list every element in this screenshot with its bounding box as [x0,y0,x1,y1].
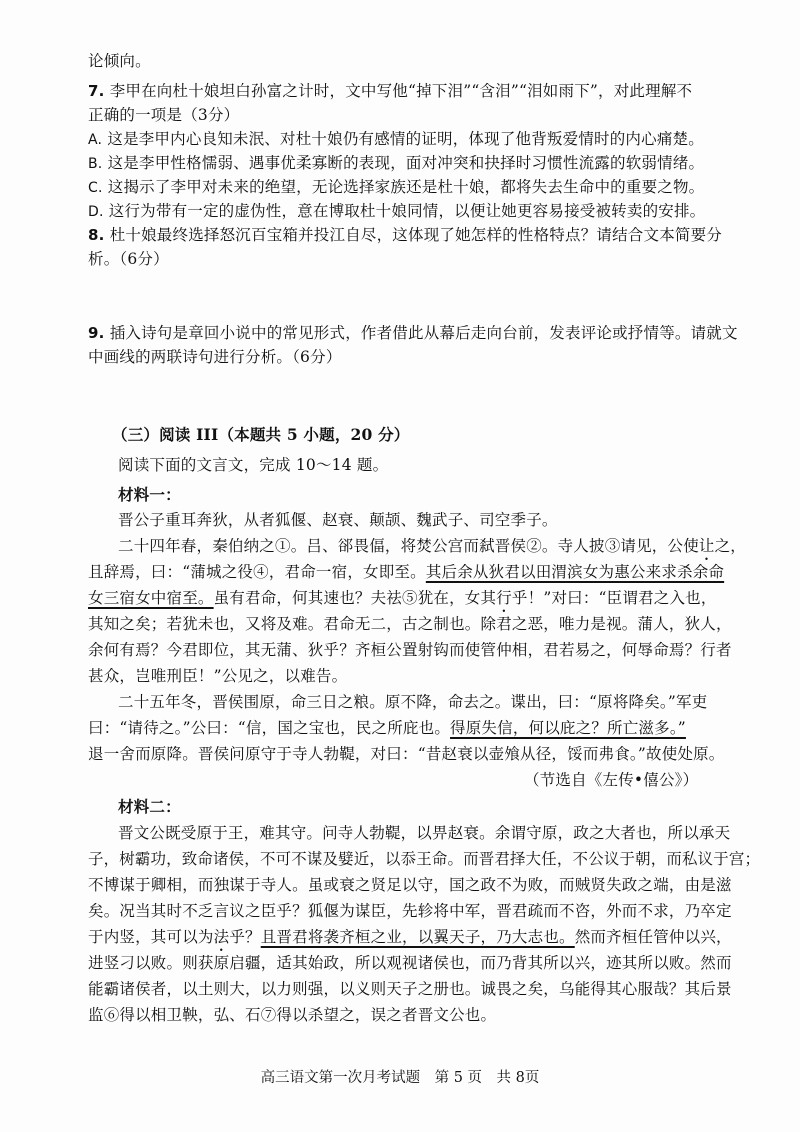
page-footer [0,1068,800,1088]
material2-l5d-underlined: 且晋君将袭齐桓之业，以翼天子，乃大志也。 [260,928,575,946]
q9-number: 9. [88,324,105,342]
material2-l5a: 于内竖，其可以为 [88,928,214,946]
q9-text1: 插入诗句是章回小说中的常见形式，作者借此从幕后走向台前，发表评论或抒情等。请就文 [109,324,738,342]
material2-l1: 晋文公既受原于王，难其守。问寺人勃鞮，以畀赵衰。余谓守原，政之大者也，所以承天 [118,824,731,842]
q7-option-c-text: 这揭示了李甲对未来的绝望，无论选择家族还是杜十娘，都将失去生命中的重要之物。 [107,178,705,196]
material1-p2-line5 [88,639,732,661]
q7-option-c [88,176,704,199]
q9-line1 [88,322,738,344]
material1-p2-line1 [118,535,746,564]
material1-p3-l2b-underlined: 得原失信，何以庇之？所亡滋多。” [450,719,686,737]
material1-p2-l3d: 乎！”对曰：“臣谓君之入也， [511,589,717,607]
material2-line8 [88,1004,496,1026]
q8-line1 [88,224,722,246]
material1-p2-line2 [88,561,724,583]
material1-source-text: （节选自《左传•僖公》） [524,771,699,789]
q7-option-a-text: 这是李甲内心良知未泯、对杜十娘仍有感情的证明，体现了他背叛爱情时的内心痛楚。 [107,130,704,148]
material2-line1 [118,822,730,844]
material1-title-text: 材料一： [118,485,181,504]
q8-text2: 析。（6分） [88,250,169,268]
q6-tail-text: 论倾向。 [88,52,151,70]
material1-p3-line1 [118,691,707,713]
q7-number: 7. [88,82,105,100]
material1-title [118,484,181,506]
material1-p3-l1: 二十五年冬，晋侯围原，命三日之粮。原不降，命去之。谍出，曰：“原将降矣。”军吏 [118,693,708,711]
q7-option-c-label: C. [88,180,103,196]
material2-line3 [88,874,732,896]
material1-p2-l3b: 虽有君命，何其速也？夫祛⑤犹在，女其 [213,589,497,607]
q7-option-d-text: 这行为带有一定的虚伪性，意在博取杜十娘同情，以便让她更容易接受被转卖的安排。 [108,202,706,220]
q7-option-a-label: A. [88,132,103,148]
material2-l2: 子，树霸功，致命诸侯，不可不谋及嬖近，以忝王命。而晋君择大任，不公议于朝，而私议于宫； [88,850,761,868]
material1-p1-text: 晋公子重耳奔狄，从者狐偃、赵衰、颠颉、魏武子、司空季子。 [118,511,558,529]
q6-tail [88,50,151,72]
material2-l4: 矣。况当其时不乏言议之臣乎？狐偃为谋臣，先轸将中军，晋君疏而不咨，外而不求，乃卒定 [88,902,732,920]
material2-l5e: 然而齐桓任管仲以兴， [574,928,732,946]
material2-line6 [88,952,732,974]
material2-l8: 监⑥得以相卫鞅，弘、石⑦得以杀望之，误之者晋文公也。 [88,1006,497,1024]
material2-l5c: 乎？ [229,928,261,946]
section3-heading [112,424,410,446]
material1-p1 [118,509,558,531]
material2-line5 [88,926,732,955]
material1-p2-l6: 甚众，岂唯刑臣！”公见之，以难告。 [88,667,348,685]
q7-option-a [88,128,704,151]
material1-p2-l4: 其知之矣；若犹未也，又将及难。君命无二，古之制也。除君之恶，唯力是视。蒲人，狄人， [88,615,732,633]
q7-stem-line1 [88,80,692,102]
material1-p2-l3c-dotted: 行 [496,589,512,607]
q9-text2: 中画线的两联诗句进行分析。（6分） [88,348,342,366]
page-footer-text: 高三语文第一次月考试题 第 5 页 共 8页 [260,1070,540,1086]
material2-line2 [88,848,760,870]
section3-heading-text: （三）阅读 III（本题共 5 小题，20 分） [112,425,410,444]
material1-p3-line3 [88,743,725,765]
material1-p3-line2 [88,717,686,739]
material1-p2-line6 [88,665,347,687]
material2-l7: 能霸诸侯者，以土则大，以力则强，以义则天子之册也。诚畏之矣，乌能得其心服哉？其后景 [88,980,732,998]
material1-p2-l1a: 二十四年春，秦伯纳之①。吕、郤畏偪，将焚公宫而弑晋侯②。寺人披③请见，公使 [118,537,699,555]
material2-l6: 进竖刁以败。则获原启疆，适其始政，所以观视诸侯也，而乃背其所以兴，迹其所以败。然而 [88,954,732,972]
material2-line7 [88,978,732,1000]
material1-p2-l1c: 之， [714,537,747,555]
material1-p2-line4 [88,613,732,635]
section3-intro-text: 阅读下面的文言文，完成 10～14 题。 [118,456,389,474]
material1-p3-l2a: 曰：“请待之。”公曰：“信，国之宝也，民之所庇也。 [88,719,451,737]
material2-l3: 不博谋于卿相，而独谋于寺人。虽或衰之贤足以守，国之政不为败，而贼贤失政之端，由是滋 [88,876,732,894]
q7-option-b-text: 这是李甲性格懦弱、遇事优柔寡断的表现，面对冲突和抉择时习惯性流露的软弱情绪。 [107,154,705,172]
q8-number: 8. [88,226,105,244]
material1-p2-line3 [88,587,717,616]
q7-stem-text1: 李甲在向杜十娘坦白孙富之计时，文中写他“掉下泪”“含泪”“泪如雨下”，对此理解不 [109,82,693,100]
q9-line2 [88,346,342,368]
q7-stem-line2 [88,104,239,126]
material1-p2-l5: 余何有焉？今君即位，其无蒲、狄乎？齐桓公置射钩而使管仲相，君若易之，何辱命焉？行者 [88,641,732,659]
section3-intro [118,454,388,476]
material1-p2-l1b-dotted: 让 [698,537,715,555]
q7-option-d [88,200,705,223]
material1-source [524,769,698,791]
q7-option-b-label: B. [88,156,103,172]
material2-line4 [88,900,732,922]
material1-p2-l2b-underlined: 其后余从狄君以田渭滨女为惠公来求杀余命 [425,563,725,581]
q7-option-d-label: D. [88,204,104,220]
material2-title [118,796,181,818]
material1-p2-l2a: 且辞焉，曰：“蒲城之役④，君命一宿，女即至。 [88,563,426,581]
q8-line2 [88,248,169,270]
q7-option-b [88,152,704,175]
material2-title-text: 材料二： [118,797,181,816]
material1-p3-l3: 退一舍而原降。晋侯问原守于寺人勃鞮，对曰：“昔赵衰以壶飧从径，馁而弗食。”故使处原。 [88,745,725,763]
material1-p2-l3a-underlined: 女三宿女中宿至。 [88,589,214,607]
q7-stem-text2: 正确的一项是（3分） [88,106,240,124]
q8-text1: 杜十娘最终选择怒沉百宝箱并投江自尽，这体现了她怎样的性格特点？请结合文本简要分 [109,226,722,244]
material2-l5b-dotted: 法 [213,928,230,946]
